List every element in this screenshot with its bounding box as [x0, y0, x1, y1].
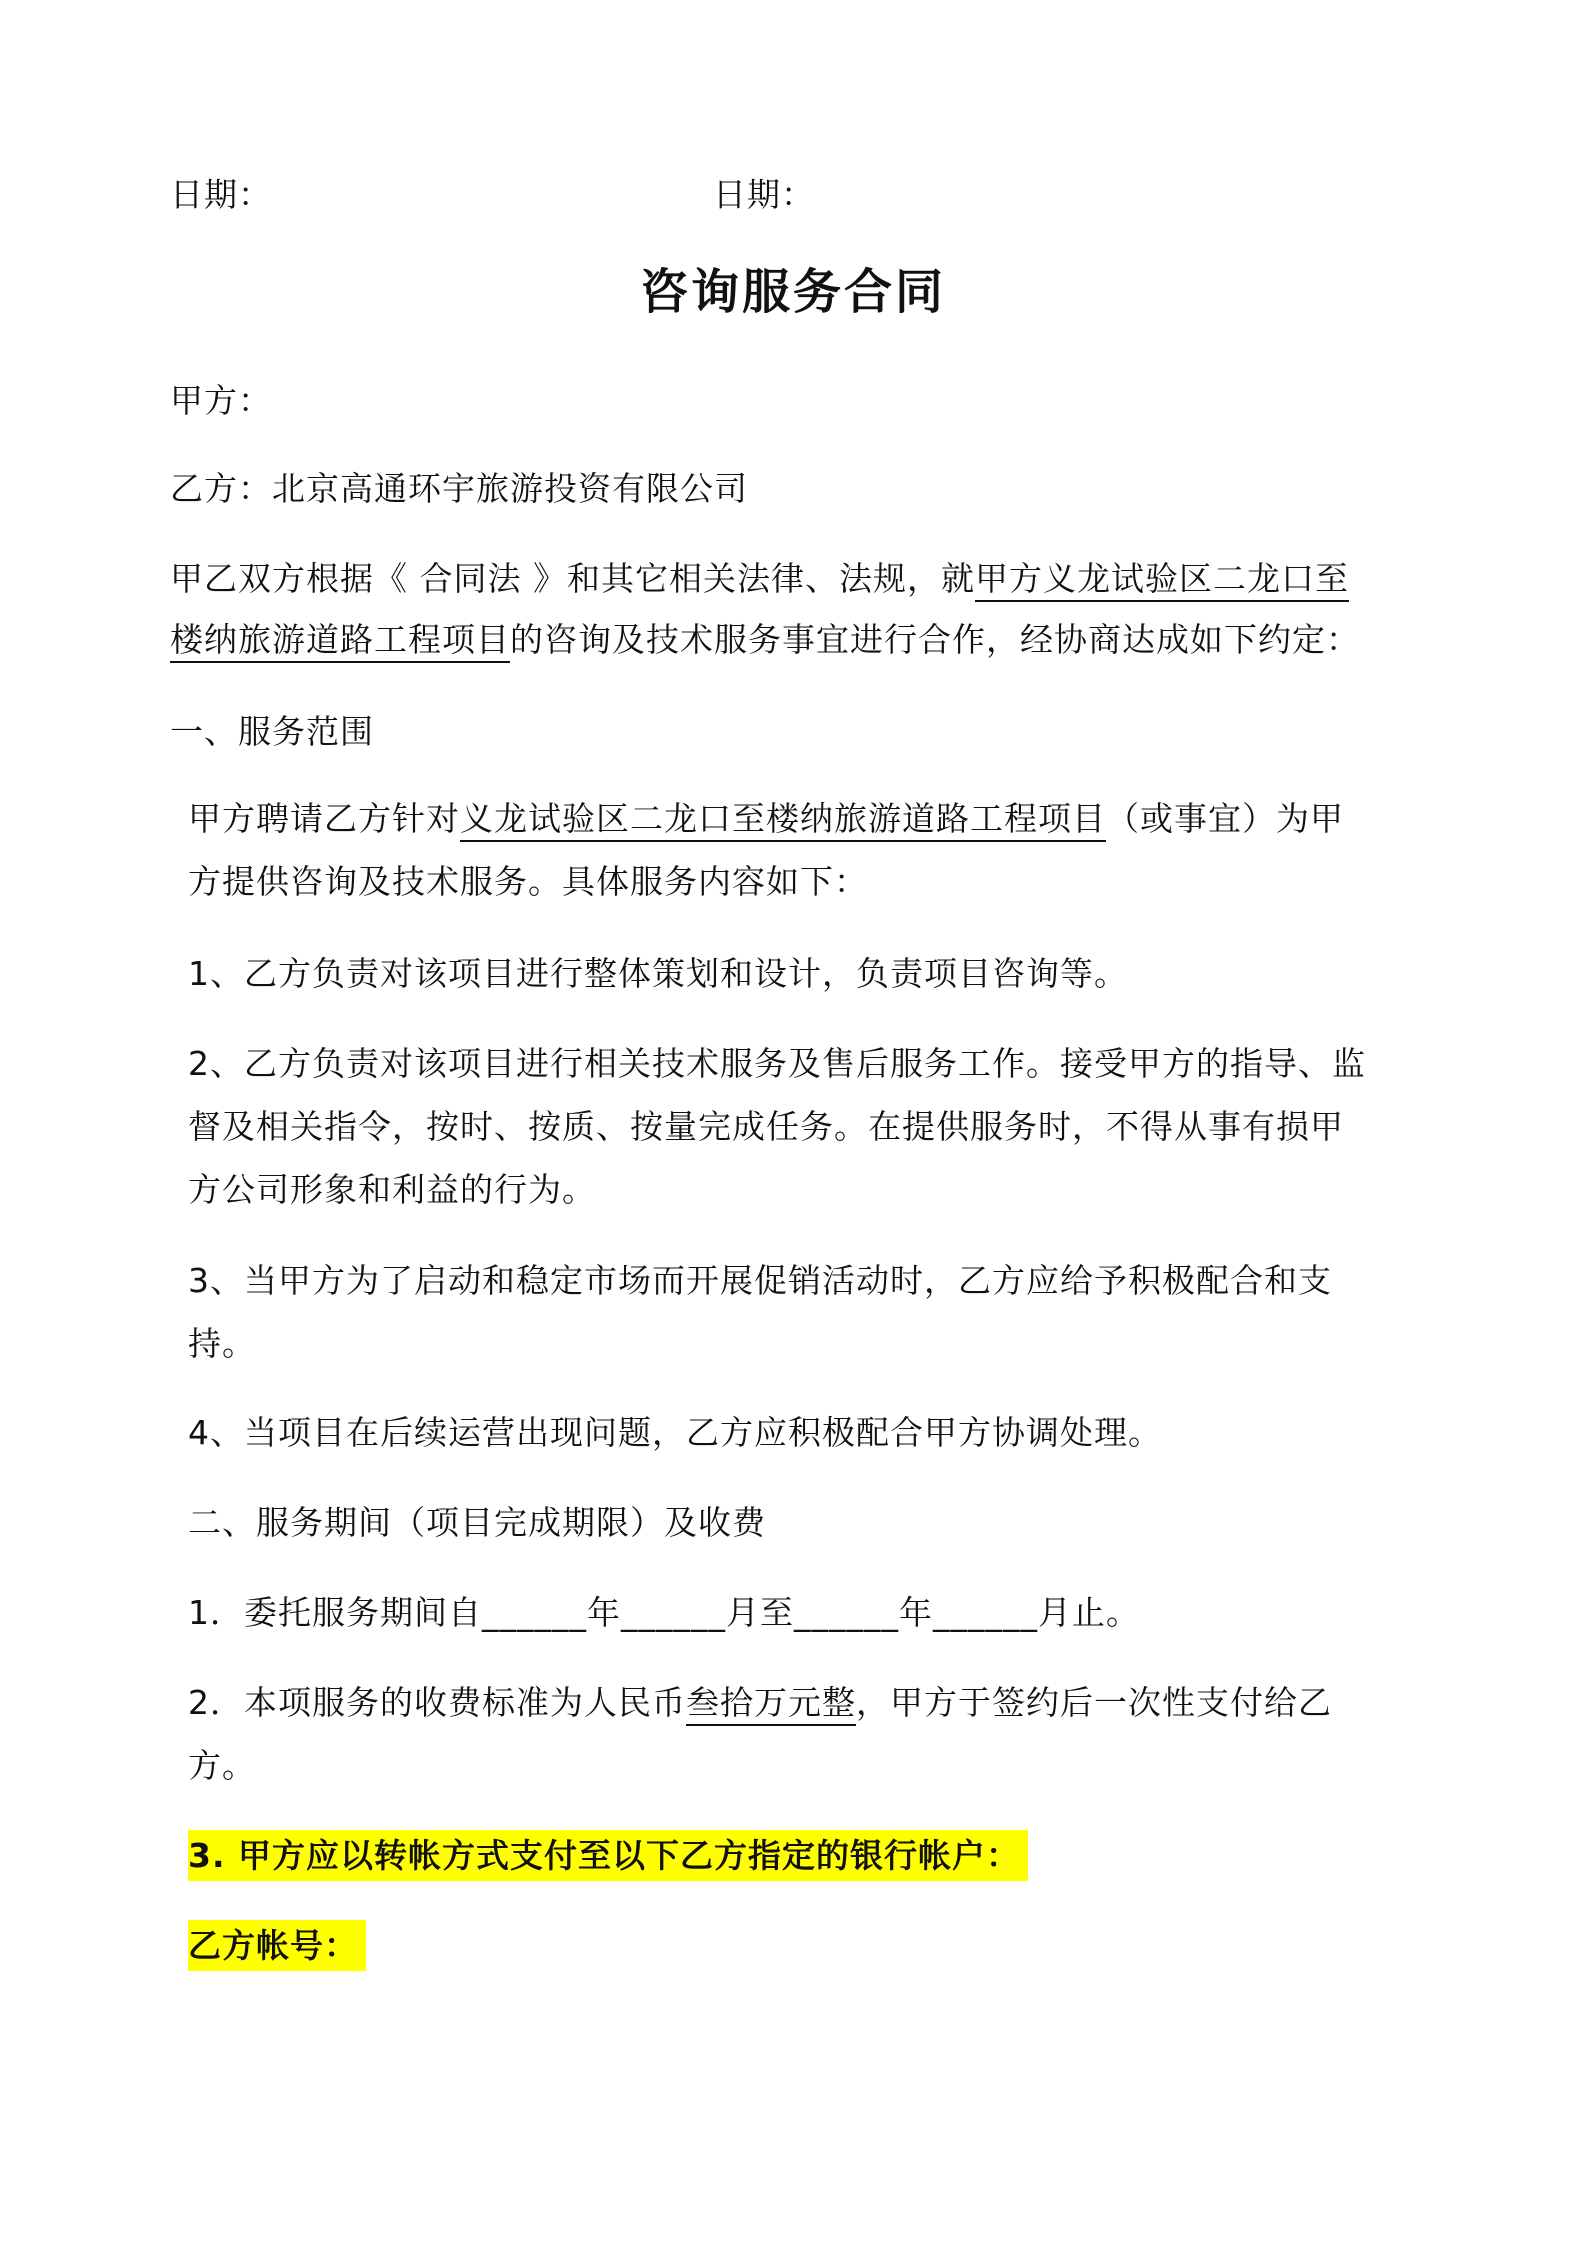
project-name-underlined: 楼纳旅游道路工程项目 — [170, 620, 510, 659]
para-text: 甲方聘请乙方针对 — [188, 799, 460, 838]
contract-title: 咨询服务合同 — [639, 264, 946, 320]
section-1-item-2-line-3: 方公司形象和利益的行为。 — [188, 1170, 596, 1209]
section-2-item-1: 1．委托服务期间自______年______月至______年______月止。 — [188, 1593, 1140, 1632]
intro-line-2 — [170, 618, 1360, 662]
para-text: （或事宜）为甲 — [1106, 799, 1344, 838]
party-b-label: 乙方：北京高通环宇旅游投资有限公司 — [170, 469, 748, 508]
section-1-item-2-line-2: 督及相关指令，按时、按质、按量完成任务。在提供服务时，不得从事有损甲 — [188, 1107, 1344, 1146]
section-1-item-3-line-2: 持。 — [188, 1324, 256, 1363]
fee-text: ，甲方于签约后一次性支付给乙 — [856, 1683, 1332, 1722]
date-left: 日期： — [170, 175, 272, 214]
date-right: 日期： — [713, 175, 815, 214]
section-1-item-2-line-1: 2、乙方负责对该项目进行相关技术服务及售后服务工作。接受甲方的指导、监 — [188, 1044, 1366, 1083]
fee-amount-underlined: 叁拾万元整 — [686, 1683, 856, 1722]
intro-text: 甲乙双方根据《 合同法 》和其它相关法律、法规，就 — [170, 559, 975, 598]
section-2-item-3 — [188, 1834, 1028, 1878]
section-2-heading: 二、服务期间（项目完成期限）及收费 — [188, 1503, 766, 1542]
party-a-label: 甲方： — [170, 381, 272, 420]
section-2-item-2-line-1 — [188, 1681, 1332, 1725]
intro-line-1 — [170, 557, 1349, 601]
project-name-underlined: 甲方义龙试验区二龙口至 — [974, 559, 1349, 598]
project-name-underlined: 义龙试验区二龙口至楼纳旅游道路工程项目 — [460, 799, 1106, 838]
section-1-item-3-line-1: 3、当甲方为了启动和稳定市场而开展促销活动时，乙方应给予积极配合和支 — [188, 1261, 1332, 1300]
section-1-para-line-1 — [188, 797, 1344, 841]
section-2-item-2-line-2: 方。 — [188, 1746, 256, 1785]
highlighted-payment-instruction: 3. 甲方应以转帐方式支付至以下乙方指定的银行帐户： — [188, 1830, 1028, 1881]
party-b-account — [188, 1924, 366, 1968]
fee-text: 2．本项服务的收费标准为人民币 — [188, 1683, 686, 1722]
section-1-item-4: 4、当项目在后续运营出现问题，乙方应积极配合甲方协调处理。 — [188, 1413, 1162, 1452]
section-1-item-1: 1、乙方负责对该项目进行整体策划和设计，负责项目咨询等。 — [188, 954, 1128, 993]
section-1-heading: 一、服务范围 — [170, 712, 374, 751]
highlighted-account-label: 乙方帐号： — [188, 1920, 366, 1971]
intro-text: 的咨询及技术服务事宜进行合作，经协商达成如下约定： — [510, 620, 1360, 659]
section-1-para-line-2: 方提供咨询及技术服务。具体服务内容如下： — [188, 862, 868, 901]
